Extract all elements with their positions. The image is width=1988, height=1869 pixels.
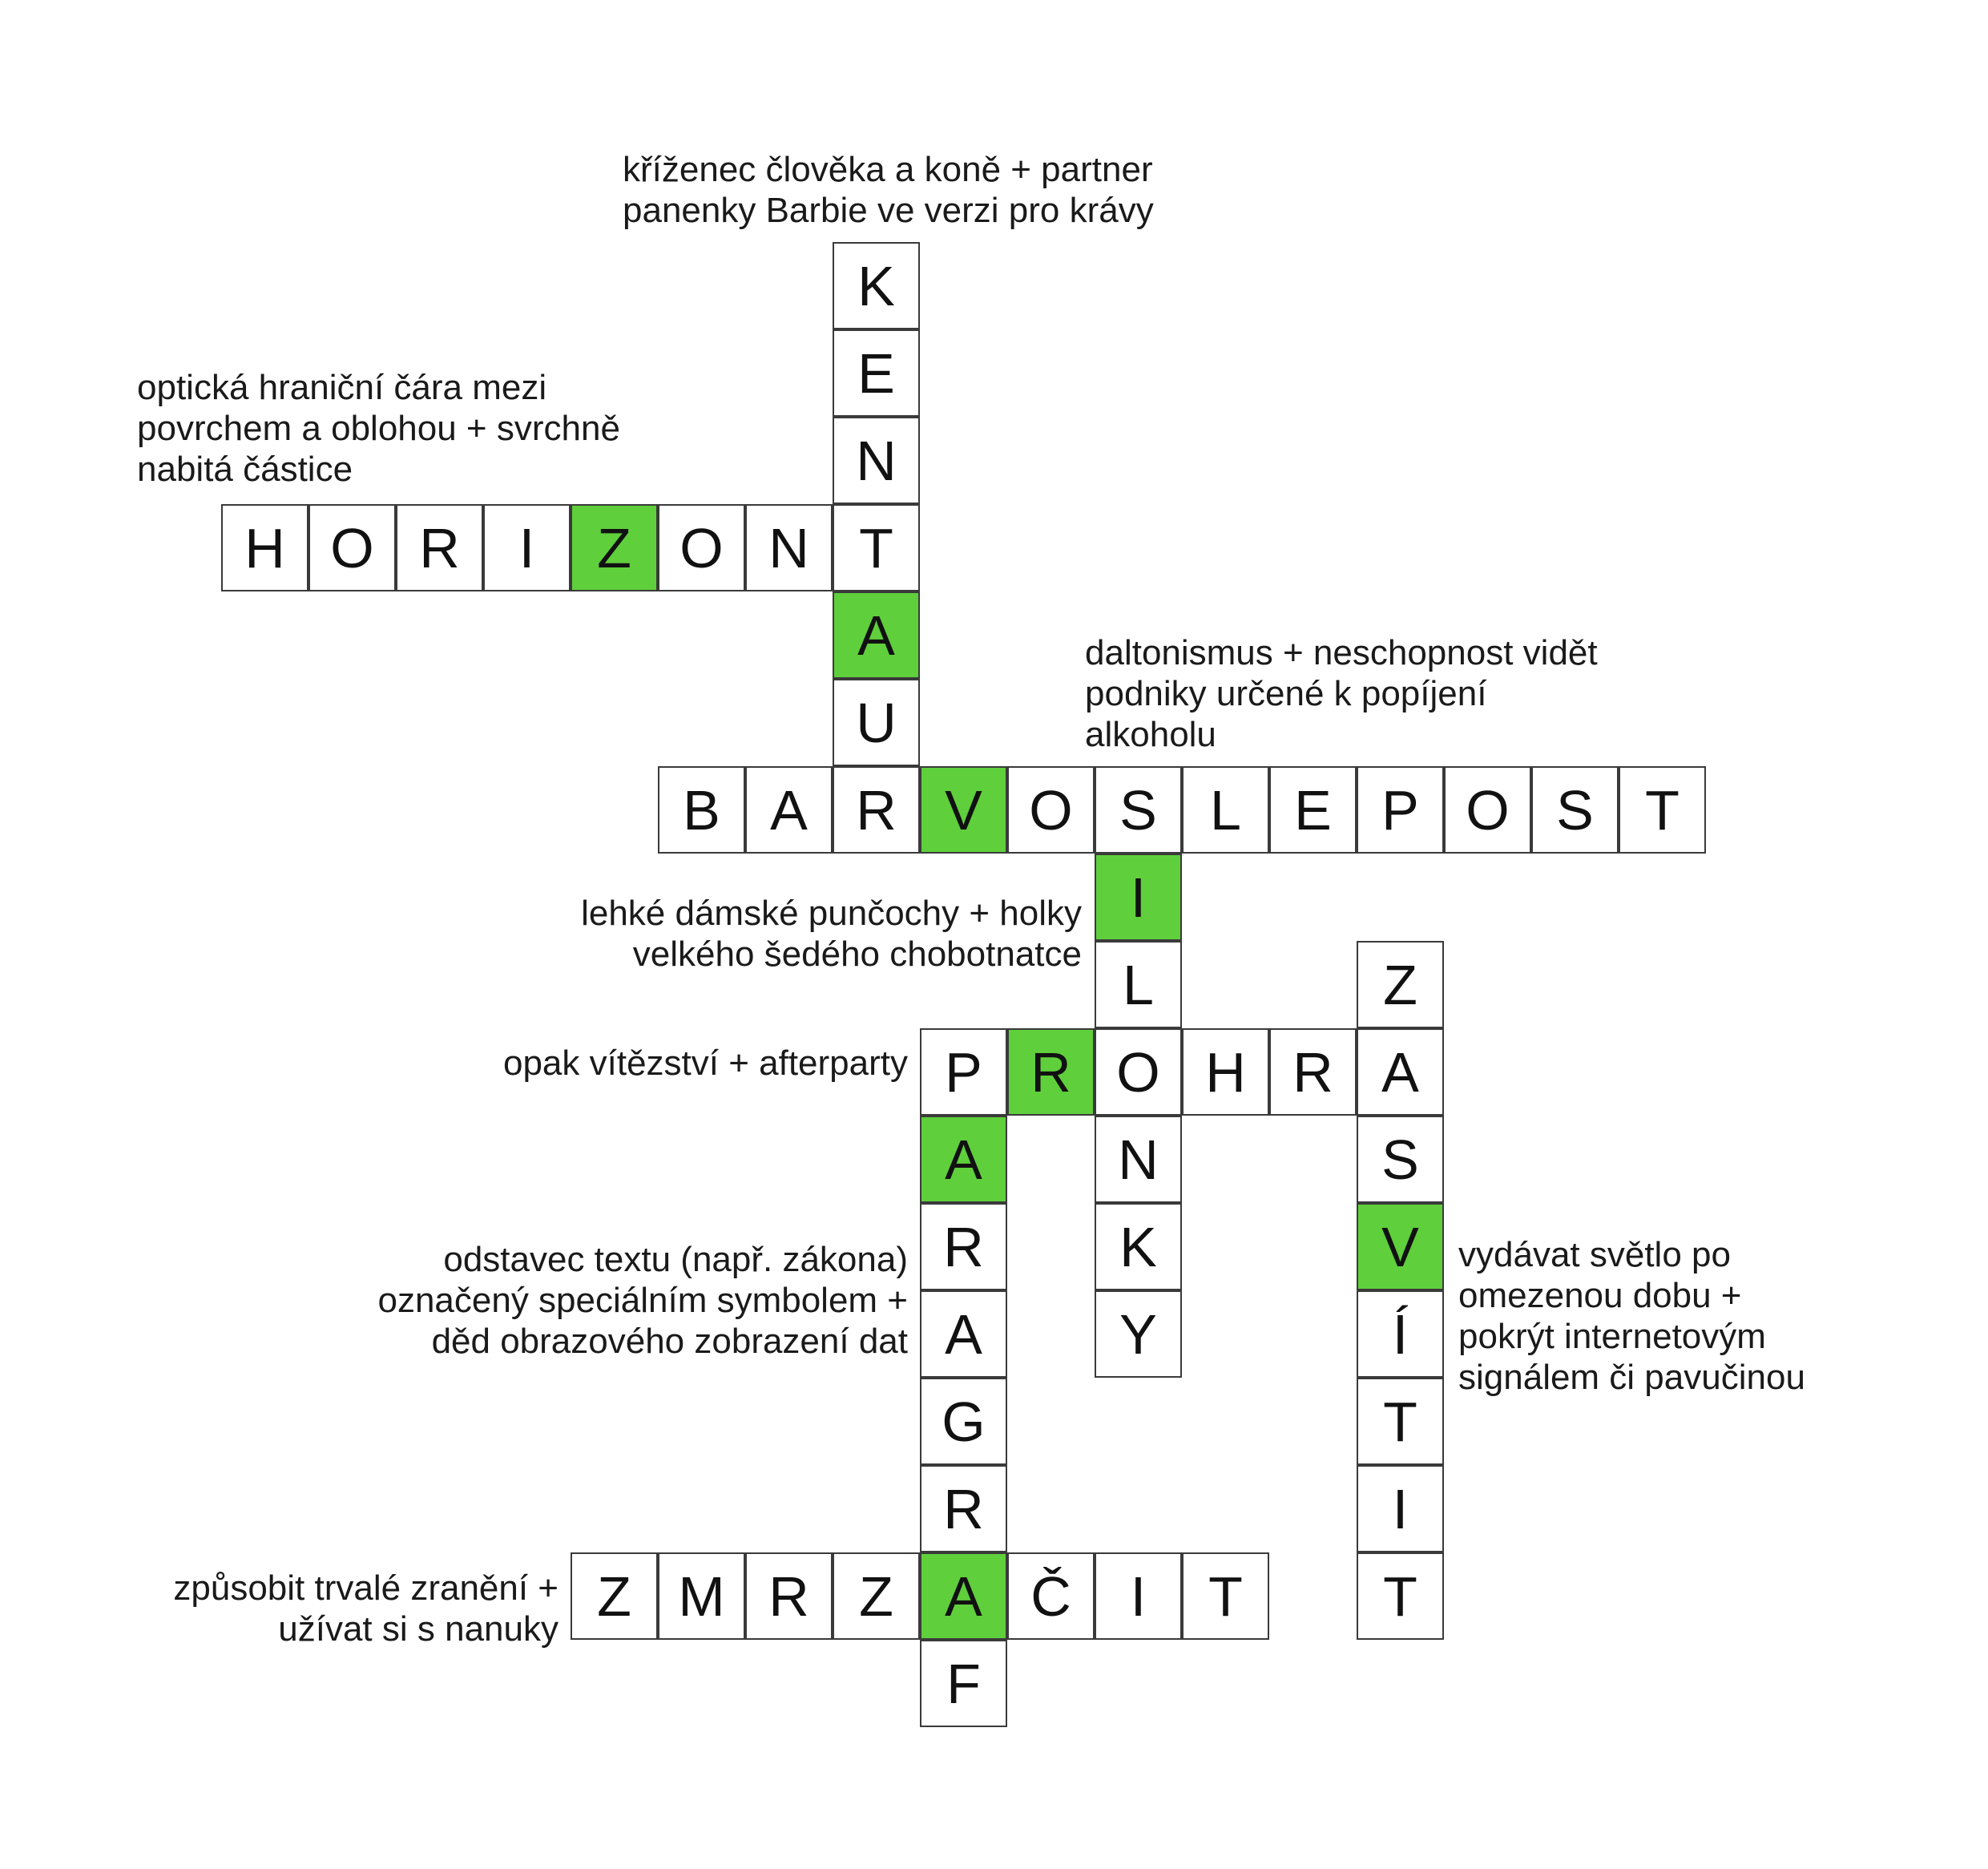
clue-line: povrchem a oblohou + svrchně (137, 409, 620, 448)
clue-line: způsobit trvalé zranění + (173, 1568, 558, 1608)
cell-zmrzacit-7[interactable]: I (1095, 1552, 1182, 1640)
cell-kentaur-2[interactable]: E (833, 329, 920, 417)
cell-zmrzacit-8[interactable]: T (1182, 1552, 1269, 1640)
clue-line: velkého šedého chobotnatce (632, 934, 1082, 974)
cell-paragraf-4[interactable]: A (920, 1290, 1007, 1378)
cell-barvoslepost-1[interactable]: B (658, 766, 745, 854)
cell-kentaur-5[interactable]: A (833, 591, 920, 679)
cell-zasvitit-3[interactable]: S (1357, 1116, 1444, 1203)
clue-kentaur (623, 149, 1154, 231)
clue-prohra (503, 1043, 908, 1084)
clue-line: signálem či pavučinou (1458, 1358, 1805, 1397)
clue-line: nabitá částice (137, 450, 353, 489)
cell-paragraf-2[interactable]: A (920, 1116, 1007, 1203)
cell-silonky-5[interactable]: N (1095, 1116, 1182, 1203)
clue-line: vydávat světlo po (1458, 1235, 1731, 1274)
cell-silonky-6[interactable]: K (1095, 1203, 1182, 1290)
cell-barvoslepost-6[interactable]: S (1095, 766, 1182, 854)
clue-line: daltonismus + neschopnost vidět (1085, 633, 1598, 672)
cell-prohra-4[interactable]: H (1182, 1028, 1269, 1116)
cell-horizont-6[interactable]: O (658, 504, 745, 591)
cell-zasvitit-2[interactable]: A (1357, 1028, 1444, 1116)
cell-prohra-2[interactable]: R (1007, 1028, 1095, 1116)
cell-kentaur-4[interactable]: T (833, 504, 920, 591)
clue-line: optická hraniční čára mezi (137, 368, 547, 407)
cell-zmrzacit-2[interactable]: M (658, 1552, 745, 1640)
clue-line: děd obrazového zobrazení dat (431, 1322, 908, 1361)
clue-line: kříženec člověka a koně + partner (623, 150, 1153, 189)
cell-barvoslepost-2[interactable]: A (745, 766, 833, 854)
cell-paragraf-8[interactable]: F (920, 1640, 1007, 1727)
cell-zasvitit-7[interactable]: I (1357, 1465, 1444, 1552)
clue-line: panenky Barbie ve verzi pro krávy (623, 191, 1154, 230)
cell-zasvitit-6[interactable]: T (1357, 1378, 1444, 1465)
clue-zmrzacit (173, 1568, 558, 1649)
clue-line: alkoholu (1085, 715, 1216, 754)
cell-barvoslepost-12[interactable]: T (1619, 766, 1706, 854)
cell-prohra-5[interactable]: R (1269, 1028, 1357, 1116)
clue-line: užívat si s nanuky (278, 1609, 558, 1649)
cell-silonky-7[interactable]: Y (1095, 1290, 1182, 1378)
cell-zasvitit-5[interactable]: Í (1357, 1290, 1444, 1378)
clue-line: pokrýt internetovým (1458, 1317, 1766, 1356)
cell-kentaur-3[interactable]: N (833, 417, 920, 504)
cell-silonky-4[interactable]: O (1095, 1028, 1182, 1116)
cell-paragraf-6[interactable]: R (920, 1465, 1007, 1552)
cell-horizont-1[interactable]: H (221, 504, 308, 591)
cell-horizont-3[interactable]: R (396, 504, 483, 591)
cell-zmrzacit-4[interactable]: Z (833, 1552, 920, 1640)
cell-barvoslepost-11[interactable]: S (1531, 766, 1619, 854)
cell-zasvitit-8[interactable]: T (1357, 1552, 1444, 1640)
cell-kentaur-7[interactable]: R (833, 766, 920, 854)
cell-horizont-5[interactable]: Z (571, 504, 658, 591)
cell-zmrzacit-1[interactable]: Z (571, 1552, 658, 1640)
cell-barvoslepost-9[interactable]: P (1357, 766, 1444, 854)
clue-line: označený speciálním symbolem + (377, 1281, 908, 1320)
cell-paragraf-3[interactable]: R (920, 1203, 1007, 1290)
cell-zasvitit-4[interactable]: V (1357, 1203, 1444, 1290)
clue-line: omezenou dobu + (1458, 1276, 1742, 1315)
cell-paragraf-5[interactable]: G (920, 1378, 1007, 1465)
clue-line: lehké dámské punčochy + holky (581, 894, 1082, 933)
cell-kentaur-1[interactable]: K (833, 242, 920, 329)
cell-silonky-3[interactable]: L (1095, 941, 1182, 1028)
cell-horizont-2[interactable]: O (308, 504, 396, 591)
cell-barvoslepost-5[interactable]: O (1007, 766, 1095, 854)
clue-barvoslepost (1085, 632, 1598, 755)
clue-line: opak vítězství + afterparty (502, 1043, 908, 1083)
cell-barvoslepost-4[interactable]: V (920, 766, 1007, 854)
cell-silonky-2[interactable]: I (1095, 854, 1182, 941)
clue-horizont (137, 367, 620, 490)
cell-barvoslepost-10[interactable]: O (1444, 766, 1531, 854)
cell-barvoslepost-8[interactable]: E (1269, 766, 1357, 854)
cell-zmrzacit-6[interactable]: Č (1007, 1552, 1095, 1640)
cell-prohra-1[interactable]: P (920, 1028, 1007, 1116)
cell-zasvitit-1[interactable]: Z (1357, 941, 1444, 1028)
clue-line: podniky určené k popíjení (1085, 674, 1487, 713)
clue-line: odstavec textu (např. zákona) (443, 1240, 908, 1279)
cell-barvoslepost-7[interactable]: L (1182, 766, 1269, 854)
cell-kentaur-6[interactable]: U (833, 679, 920, 766)
clue-paragraf (377, 1239, 908, 1362)
clue-zasvitit (1458, 1234, 1805, 1398)
clue-silonky (581, 893, 1082, 975)
cell-paragraf-7[interactable]: A (920, 1552, 1007, 1640)
cell-horizont-4[interactable]: I (483, 504, 571, 591)
cell-zmrzacit-3[interactable]: R (745, 1552, 833, 1640)
cell-horizont-7[interactable]: N (745, 504, 833, 591)
